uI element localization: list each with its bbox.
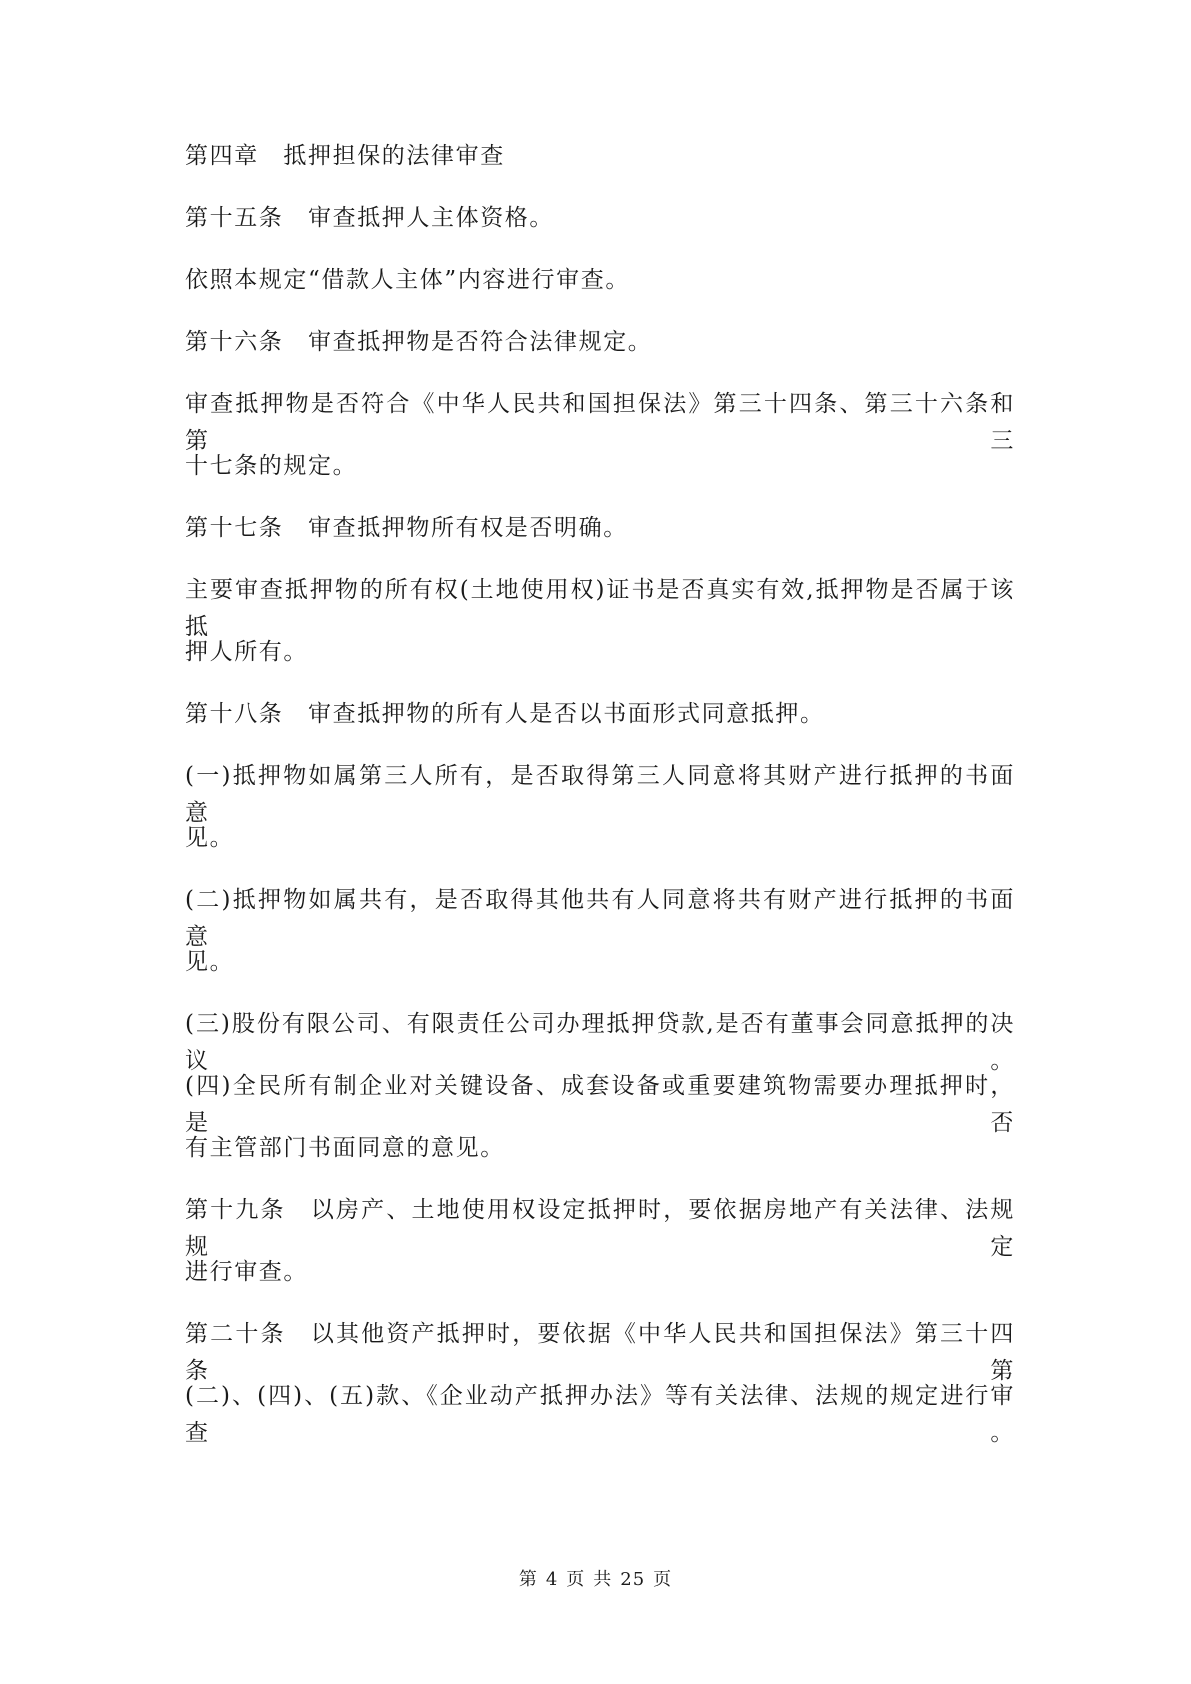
paragraph-line: 审查抵押物是否符合《中华人民共和国担保法》第三十四条、第三十六条和第三 bbox=[185, 391, 1015, 454]
current-page-number: 4 bbox=[545, 1569, 559, 1590]
article-heading: 第十七条 审查抵押物所有权是否明确。 bbox=[185, 515, 628, 541]
paragraph-line: 依照本规定“借款人主体”内容进行审查。 bbox=[185, 267, 630, 293]
article-heading: 第十九条 以房产、土地使用权设定抵押时，要依据房地产有关法律、法规规定 bbox=[185, 1197, 1015, 1260]
paragraph-line: 十七条的规定。 bbox=[185, 453, 358, 479]
list-item-line: (三)股份有限公司、有限责任公司办理抵押贷款,是否有董事会同意抵押的决议。 bbox=[185, 1011, 1015, 1074]
article-heading: 第十五条 审查抵押人主体资格。 bbox=[185, 205, 554, 231]
page-footer bbox=[0, 1568, 1191, 1592]
article-heading: 第十六条 审查抵押物是否符合法律规定。 bbox=[185, 329, 653, 355]
list-item-line: (二)抵押物如属共有，是否取得其他共有人同意将共有财产进行抵押的书面意 bbox=[185, 887, 1015, 950]
list-item-line: 见。 bbox=[185, 949, 235, 975]
footer-total-prefix: 共 bbox=[593, 1569, 613, 1590]
list-item-line: 有主管部门书面同意的意见。 bbox=[185, 1135, 505, 1161]
article-heading: 第二十条 以其他资产抵押时，要依据《中华人民共和国担保法》第三十四条第 bbox=[185, 1321, 1015, 1384]
footer-prefix: 第 bbox=[518, 1569, 538, 1590]
paragraph-line: 主要审查抵押物的所有权(土地使用权)证书是否真实有效,抵押物是否属于该抵 bbox=[185, 577, 1015, 640]
footer-page-word: 页 bbox=[566, 1569, 586, 1590]
document-body bbox=[185, 138, 1015, 1446]
chapter-heading: 第四章 抵押担保的法律审查 bbox=[185, 143, 505, 169]
footer-suffix: 页 bbox=[653, 1569, 673, 1590]
list-item-line: (四)全民所有制企业对关键设备、成套设备或重要建筑物需要办理抵押时，是否 bbox=[185, 1073, 1015, 1136]
paragraph-line: 押人所有。 bbox=[185, 639, 308, 665]
total-pages-number: 25 bbox=[620, 1569, 646, 1590]
paragraph-line: (二)、(四)、(五)款、《企业动产抵押办法》等有关法律、法规的规定进行审查。 bbox=[185, 1383, 1015, 1446]
list-item-line: 见。 bbox=[185, 825, 235, 851]
paragraph-line: 进行审查。 bbox=[185, 1259, 308, 1285]
article-heading: 第十八条 审查抵押物的所有人是否以书面形式同意抵押。 bbox=[185, 701, 825, 727]
list-item-line: (一)抵押物如属第三人所有，是否取得第三人同意将其财产进行抵押的书面意 bbox=[185, 763, 1015, 826]
